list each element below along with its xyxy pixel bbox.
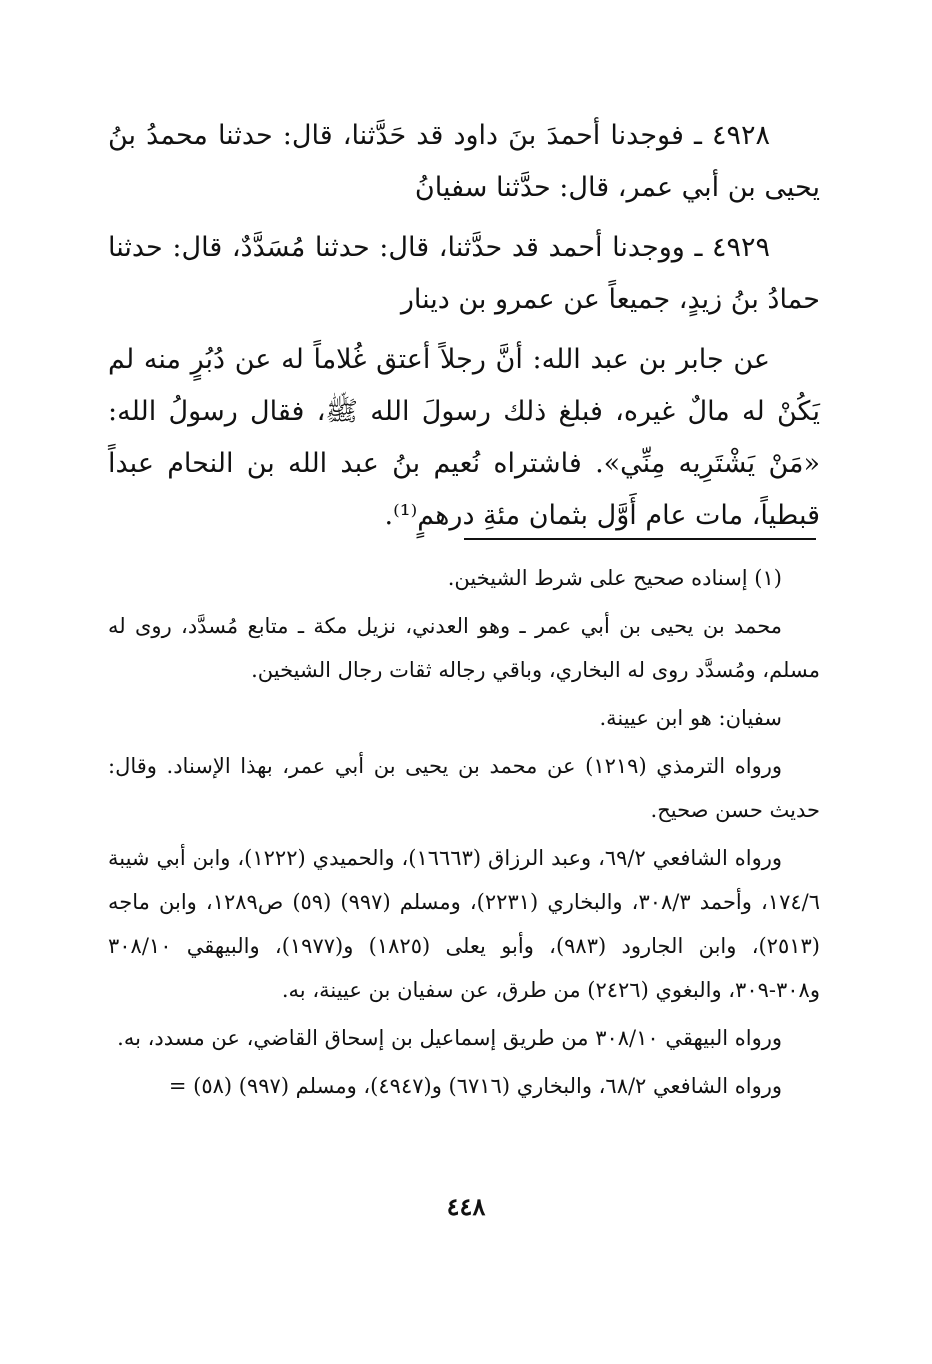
footnotes — [108, 556, 820, 1112]
hadith-4928: ٤٩٢٨ ـ فوجدنا أحمدَ بنَ داود قد حَدَّثنا، قال: حدثنا محمدُ بنُ يحيى بن أبي عمر، قال: حدَّثنا سفيانُ — [108, 120, 820, 203]
footnote-paragraph: محمد بن يحيى بن أبي عمر ـ وهو العدني، نزيل مكة ـ متابع مُسدَّد، روى له مسلم، ومُسدَّد روى له البخاري، وباقي رجاله ثقات رجال الشيخين. — [108, 614, 820, 682]
footnote-1: (١) إسناده صحيح على شرط الشيخين. — [447, 566, 782, 590]
footnote-paragraph: ورواه الترمذي (١٢١٩) عن محمد بن يحيى بن أبي عمر، بهذا الإسناد. وقال: حديث حسن صحيح. — [108, 754, 820, 822]
page-number: ٤٤٨ — [446, 1192, 486, 1221]
footnote-paragraph: ورواه الشافعي ٦٩/٢، وعبد الرزاق (١٦٦٦٣)، والحميدي (١٢٢٢)، وابن أبي شيبة ١٧٤/٦، وأحمد ٣٠٨/٣، والبخاري (٢٢٣١)، ومسلم (٩٩٧) (٥٩) ص١٢٨٩، وابن ماجه (٢٥١٣)، وابن الجارود (٩٨٣)، وأبو يعلى (١٨٢٥) و(١٩٧٧)، والبيهقي ٣٠٨/١٠ و٣٠٨-٣٠٩، والبغوي (٢٤٢٦) من طرق، عن سفيان بن عيينة، به. — [108, 846, 820, 1002]
footnote-paragraph: ورواه البيهقي ٣٠٨/١٠ من طريق إسماعيل بن إسحاق القاضي، عن مسدد، به. — [117, 1026, 782, 1050]
hadith-matn: عن جابر بن عبد الله: أنَّ رجلاً أعتق غُلاماً له عن دُبُرٍ منه لم يَكُنْ له مالٌ غيره، فبلغ ذلك رسولَ الله ﷺ، فقال رسولُ الله: «مَنْ يَشْتَرِيه مِنِّي». فاشتراه نُعيم بنُ عبد الله بن النحام عبداً قبطياً، مات عام أَوَّل بثمان مئةِ درهمٍ⁽¹⁾. — [108, 344, 820, 531]
main-text — [108, 110, 820, 550]
footnote-paragraph: سفيان: هو ابن عيينة. — [599, 706, 782, 730]
footnote-divider — [464, 538, 816, 540]
footnote-paragraph: ورواه الشافعي ٦٨/٢، والبخاري (٦٧١٦) و(٤٩٤٧)، ومسلم (٩٩٧) (٥٨) = — [168, 1074, 782, 1098]
hadith-4929: ٤٩٢٩ ـ ووجدنا أحمد قد حدَّثنا، قال: حدثنا مُسَدَّدٌ، قال: حدثنا حمادُ بنُ زيدٍ، جميعاً عن عمرو بن دينار — [108, 232, 820, 315]
